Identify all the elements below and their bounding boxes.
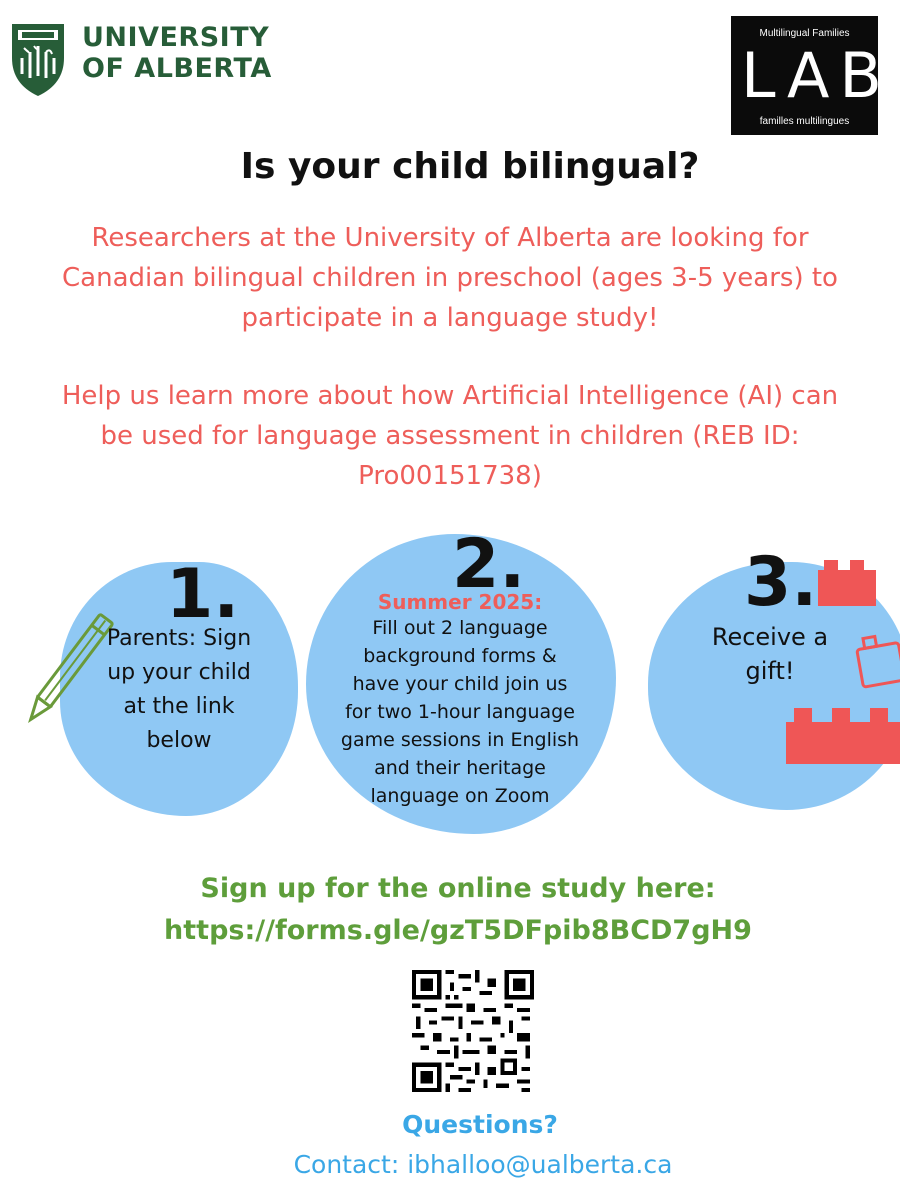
step-1-text: Parents: Sign up your child at the link below — [106, 626, 252, 753]
signup-label: Sign up for the online study here: — [200, 873, 716, 904]
qr-code-icon[interactable] — [412, 970, 534, 1092]
lego-bricks-icon — [780, 556, 900, 766]
intro-paragraph-1: Researchers at the University of Alberta are looking for Canadian bilingual children in preschool (ages 3-5 years) to participate in a language study! — [62, 223, 838, 333]
university-shield-icon — [8, 18, 68, 98]
step-3-number: 3. — [744, 543, 818, 622]
university-name-line2: OF ALBERTA — [82, 53, 272, 84]
contact-line — [0, 1150, 900, 1179]
page-title: Is your child bilingual? — [240, 146, 700, 187]
intro-paragraph-2: Help us learn more about how Artificial Intelligence (AI) can be used for language assessment in children (REB ID: Pro00151738) — [61, 381, 839, 491]
step-3-text: Receive a gift! — [711, 623, 829, 685]
signup-link[interactable]: https://forms.gle/gzT5DFpib8BCD7gH9 — [164, 915, 752, 946]
step-2-text: Fill out 2 language background forms & have your child join us for two 1-hour language game sessions in English and their heritage language on Zoom — [340, 617, 580, 807]
lab-logo-wordmark: LAB — [741, 39, 892, 112]
lab-logo-bottom-text: familles multilingues — [759, 116, 850, 127]
step-2-highlight: Summer 2025: — [377, 590, 543, 614]
lab-logo-top-text: Multilingual Families — [759, 28, 850, 39]
multilingual-families-lab-logo — [731, 16, 892, 135]
university-name-line1: UNIVERSITY — [82, 22, 270, 53]
step-2-number: 2. — [452, 525, 526, 604]
step-1-number: 1. — [166, 555, 240, 634]
questions-heading: Questions? — [402, 1110, 558, 1139]
signup-section — [0, 868, 900, 952]
contact-email-link[interactable]: Contact: ibhalloo@ualberta.ca — [293, 1150, 673, 1179]
step-2-content — [340, 590, 580, 810]
intro-text — [60, 218, 840, 496]
university-of-alberta-logo — [8, 14, 278, 94]
